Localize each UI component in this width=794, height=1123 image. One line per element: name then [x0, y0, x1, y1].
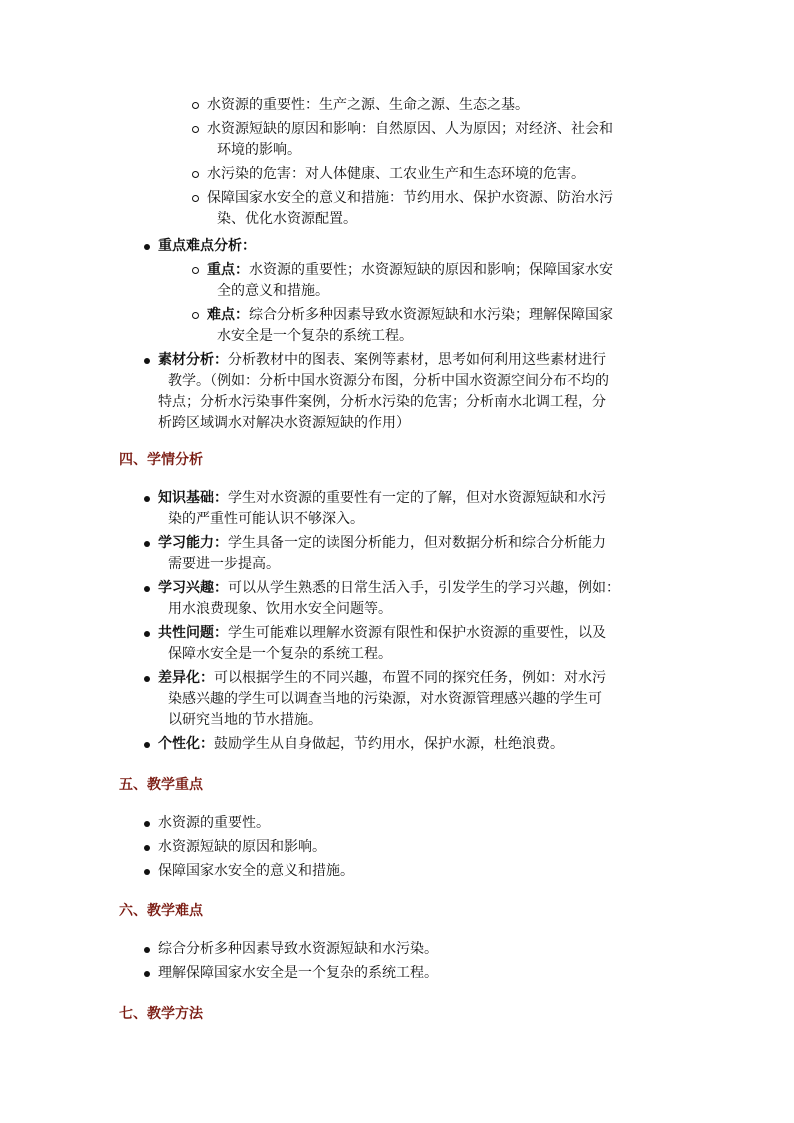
- disc-bullet-icon: [144, 631, 150, 637]
- list-item: 学习兴趣：可以从学生熟悉的日常生活入手，引发学生的学习兴趣，例如： 用水浪费现象、饮用水安全问题等。: [144, 578, 684, 620]
- list-item: 个性化：鼓励学生从自身做起，节约用水，保护水源，杜绝浪费。: [144, 734, 684, 755]
- list-item: 水资源短缺的原因和影响。: [144, 837, 684, 858]
- disc-bullet-icon: [144, 586, 150, 592]
- list-item: 水资源短缺的原因和影响：自然原因、人为原因；对经济、社会和 环境的影响。: [192, 119, 682, 161]
- material-analysis-item: 素材分析：分析教材中的图表、案例等素材，思考如何利用这些素材进行 教学。（例如：分析中国水资源分布图，分析中国水资源空间分布不均的 特点；分析水污染事件案例，分析水污染的危害；分析南水北调工程，分 析跨区域调水对解决水资源短缺的作用）: [144, 350, 684, 434]
- disc-bullet-icon: [144, 541, 150, 547]
- list-item: 知识基础：学生对水资源的重要性有一定的了解，但对水资源短缺和水污 染的严重性可能认识不够深入。: [144, 488, 684, 530]
- disc-bullet-icon: [144, 358, 150, 364]
- list-item: 学习能力：学生具备一定的读图分析能力，但对数据分析和综合分析能力 需要进一步提高。: [144, 533, 684, 575]
- list-item: 水资源的重要性：生产之源、生命之源、生态之基。: [192, 95, 682, 116]
- list-item: 共性问题：学生可能难以理解水资源有限性和保护水资源的重要性，以及 保障水安全是一个复杂的系统工程。: [144, 623, 684, 665]
- circle-bullet-icon: [192, 195, 199, 202]
- section-4-heading: 四、学情分析: [119, 452, 203, 468]
- key-points-sublist: [192, 260, 678, 347]
- list-item: 重点：水资源的重要性；水资源短缺的原因和影响；保障国家水安 全的意义和措施。: [192, 260, 678, 302]
- section-4-list: [144, 488, 684, 758]
- disc-bullet-icon: [144, 496, 150, 502]
- section-5-list: [144, 813, 684, 885]
- disc-bullet-icon: [144, 821, 150, 827]
- circle-bullet-icon: [192, 102, 199, 109]
- list-item: 理解保障国家水安全是一个复杂的系统工程。: [144, 963, 684, 984]
- circle-bullet-icon: [192, 312, 199, 319]
- list-item: 保障国家水安全的意义和措施。: [144, 861, 684, 882]
- circle-bullet-icon: [192, 126, 199, 133]
- section-6-heading: 六、教学难点: [119, 903, 203, 919]
- list-item: 保障国家水安全的意义和措施：节约用水、保护水资源、防治水污 染、优化水资源配置。: [192, 188, 682, 230]
- list-item: 差异化：可以根据学生的不同兴趣，布置不同的探究任务，例如：对水污 染感兴趣的学生可以调查当地的污染源，对水资源管理感兴趣的学生可 以研究当地的节水措施。: [144, 668, 684, 731]
- disc-bullet-icon: [144, 742, 150, 748]
- list-item: 水资源的重要性。: [144, 813, 684, 834]
- list-item: 难点：综合分析多种因素导致水资源短缺和水污染；理解保障国家 水安全是一个复杂的系统工程。: [192, 305, 678, 347]
- section-7-heading: 七、教学方法: [119, 1006, 203, 1022]
- section-6-list: [144, 939, 684, 987]
- section-5-heading: 五、教学重点: [119, 777, 203, 793]
- disc-bullet-icon: [144, 244, 150, 250]
- disc-bullet-icon: [144, 676, 150, 682]
- key-points-item: 重点难点分析： 重点：水资源的重要性；水资源短缺的原因和影响；保障国家水安 全的意义和措施。 难点：综合分析多种因素导致水资源短缺和水污染；理解保障国家 水安全是一个复杂的系统工程。: [144, 236, 684, 347]
- circle-bullet-icon: [192, 171, 199, 178]
- disc-bullet-icon: [144, 947, 150, 953]
- disc-bullet-icon: [144, 971, 150, 977]
- list-item: 水污染的危害：对人体健康、工农业生产和生态环境的危害。: [192, 164, 682, 185]
- disc-bullet-icon: [144, 845, 150, 851]
- list-item: 综合分析多种因素导致水资源短缺和水污染。: [144, 939, 684, 960]
- analysis-list: [144, 236, 684, 437]
- circle-bullet-icon: [192, 267, 199, 274]
- disc-bullet-icon: [144, 869, 150, 875]
- water-resources-sublist: [192, 95, 682, 233]
